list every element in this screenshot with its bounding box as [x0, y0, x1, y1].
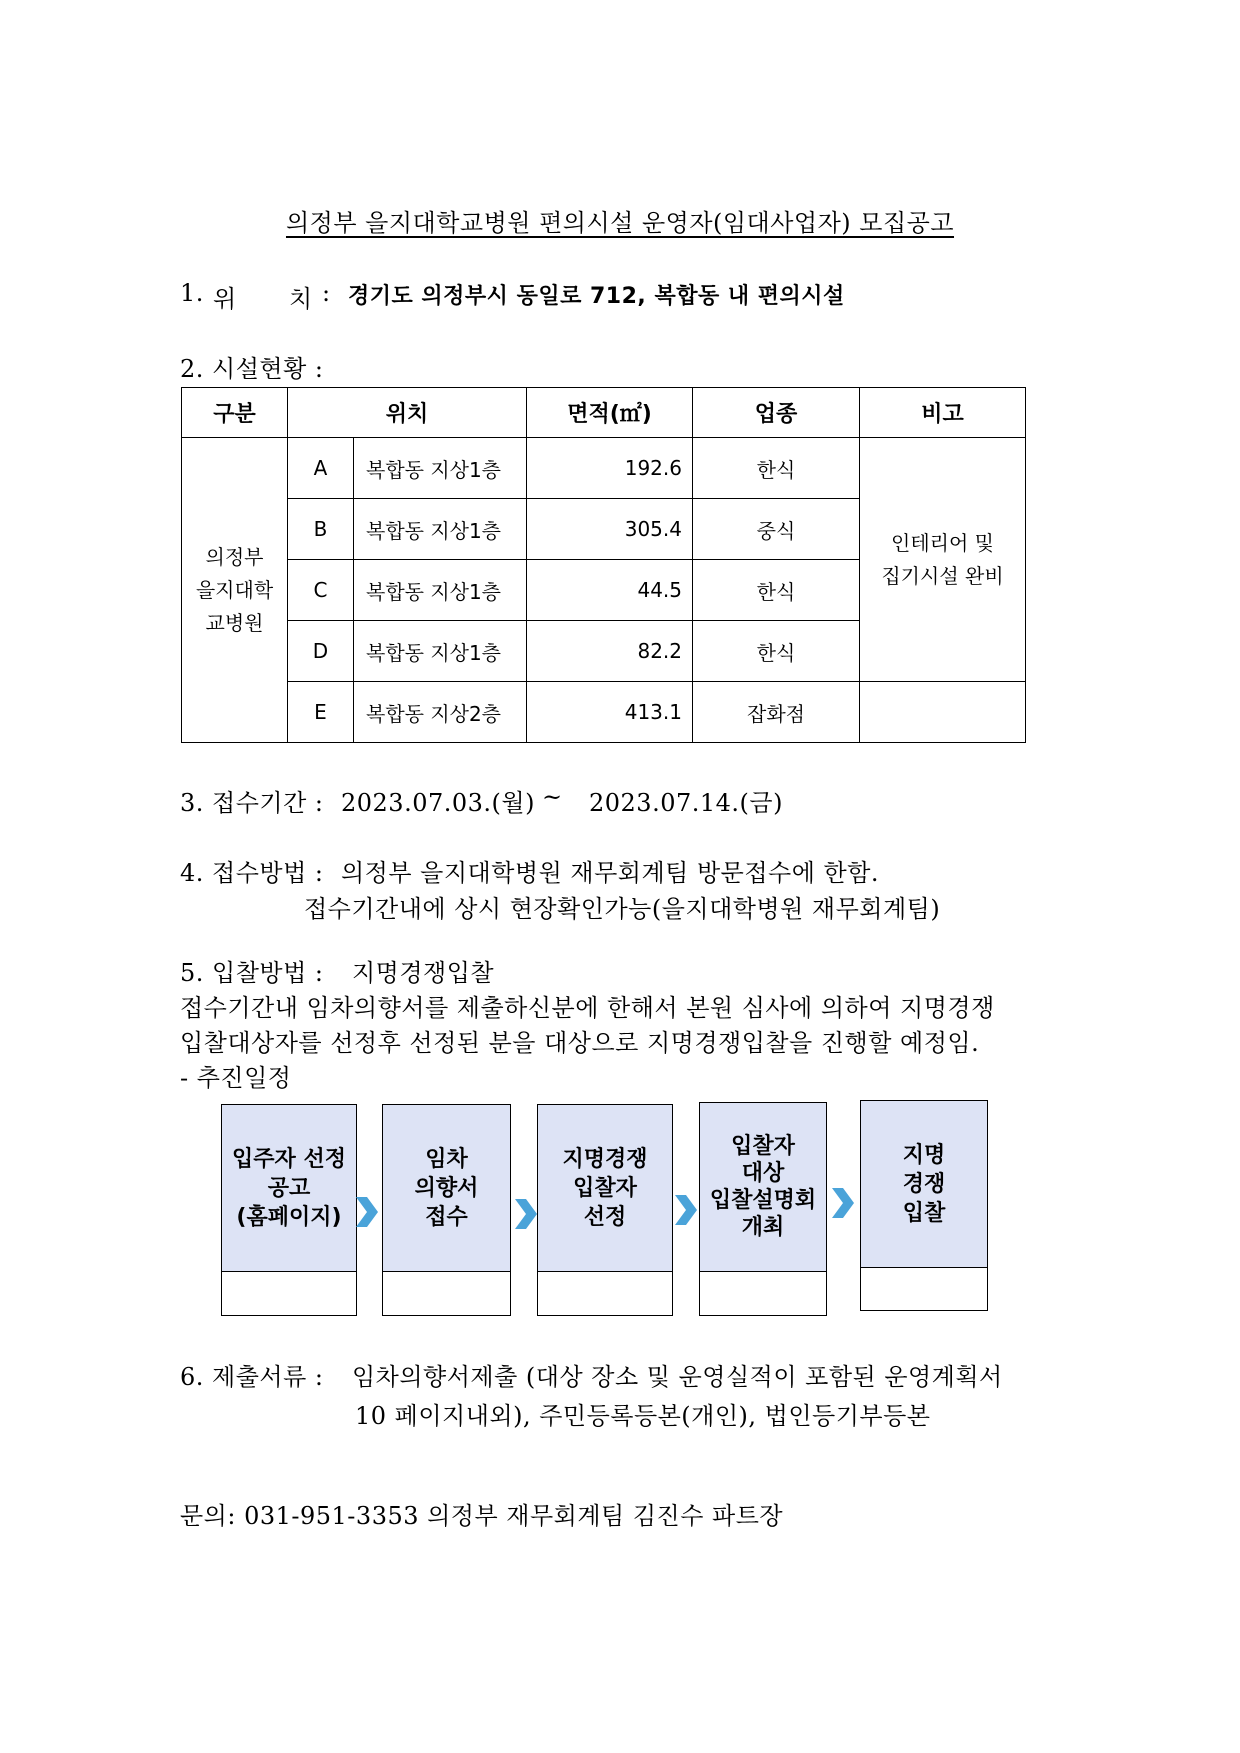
section-6-label: 6. 제출서류 :: [180, 1363, 324, 1391]
section-1-label-b: 치: [289, 285, 313, 313]
method-line-2: 접수기간내에 상시 현장확인가능(을지대학병원 재무회계팀): [304, 895, 941, 923]
unit-area: 413.1: [527, 682, 693, 743]
period-start: 2023.07.03.(월): [341, 789, 535, 817]
unit-area: 192.6: [527, 438, 693, 499]
page-title: 의정부 을지대학교병원 편의시설 운영자(임대사업자) 모집공고: [285, 209, 955, 237]
unit-type: 잡화점: [693, 682, 860, 743]
header-remarks: 비고: [860, 388, 1026, 438]
contact-info: 문의: 031-951-3353 의정부 재무회계팀 김진수 파트장: [180, 1502, 784, 1530]
step-text: 임차: [425, 1146, 468, 1172]
unit-location: 복합동 지상2층: [354, 682, 527, 743]
flow-step-1: [221, 1104, 357, 1316]
bid-desc-line-1: 접수기간내 임차의향서를 제출하신분에 한해서 본원 심사에 의하여 지명경쟁: [180, 994, 995, 1022]
unit-id: C: [288, 560, 354, 621]
location-value: 경기도 의정부시 동일로 712, 복합동 내 편의시설: [348, 284, 845, 309]
header-location: 위치: [288, 388, 527, 438]
flow-step-3: [537, 1104, 673, 1316]
unit-location: 복합동 지상1층: [354, 499, 527, 560]
unit-area: 305.4: [527, 499, 693, 560]
section-1-separator: :: [322, 279, 331, 307]
unit-type: 한식: [693, 560, 860, 621]
remarks-cell: [860, 438, 1026, 682]
unit-id: D: [288, 621, 354, 682]
chevron-right-icon: [829, 1186, 855, 1220]
header-area: 면적(㎡): [527, 388, 693, 438]
step-text: 선정: [583, 1204, 627, 1230]
method-line-1: 의정부 을지대학병원 재무회계팀 방문접수에 한함.: [341, 859, 880, 887]
period-tilde: ~: [542, 783, 563, 811]
header-category: 구분: [182, 388, 288, 438]
unit-area: 44.5: [527, 560, 693, 621]
category-cell: [182, 438, 288, 743]
step-text: 지명: [902, 1142, 946, 1168]
step-text: 지명경쟁: [562, 1146, 648, 1172]
remarks-line: 집기시설 완비: [881, 563, 1004, 588]
step-text: 입주자 선정: [232, 1146, 346, 1172]
table-row: [182, 682, 1026, 743]
section-5-label: 5. 입찰방법 :: [180, 959, 324, 987]
step-text: 공고: [267, 1175, 311, 1201]
unit-area: 82.2: [527, 621, 693, 682]
flow-step-4: [699, 1102, 827, 1316]
unit-type: 중식: [693, 499, 860, 560]
step-text: 경쟁: [902, 1171, 946, 1197]
step-text: 개최: [741, 1215, 785, 1240]
step-text: 입찰자: [731, 1134, 795, 1159]
step-text: 대상: [741, 1161, 785, 1186]
table-header-row: [182, 388, 1026, 438]
unit-location: 복합동 지상1층: [354, 621, 527, 682]
category-line: 의정부: [205, 544, 264, 569]
period-end: 2023.07.14.(금): [589, 789, 783, 817]
unit-location: 복합동 지상1층: [354, 438, 527, 499]
section-4-label: 4. 접수방법 :: [180, 859, 324, 887]
bid-desc-line-2: 입찰대상자를 선정후 선정된 분을 대상으로 지명경쟁입찰을 진행할 예정임.: [180, 1029, 980, 1057]
bid-method-value: 지명경쟁입찰: [352, 959, 495, 987]
unit-location: 복합동 지상1층: [354, 560, 527, 621]
step-text: 입찰자: [573, 1175, 637, 1201]
flow-step-2: [382, 1104, 511, 1316]
chevron-right-icon: [672, 1193, 698, 1227]
remarks-line: 인테리어 및: [891, 530, 994, 555]
category-line: 교병원: [205, 610, 264, 635]
section-1-label-a: 위: [213, 285, 237, 313]
step-text: (홈페이지): [236, 1204, 342, 1230]
unit-id: E: [288, 682, 354, 743]
chevron-right-icon: [512, 1197, 538, 1231]
chevron-right-icon: [353, 1195, 379, 1229]
section-2-label: 2. 시설현황 :: [180, 355, 324, 383]
category-line: 을지대학: [195, 577, 274, 602]
unit-id: B: [288, 499, 354, 560]
documents-line-2: 10 페이지내외), 주민등록등본(개인), 법인등기부등본: [355, 1402, 931, 1430]
step-text: 접수: [425, 1204, 468, 1230]
documents-line-1: 임차의향서제출 (대상 장소 및 운영실적이 포함된 운영계획서: [352, 1363, 1003, 1391]
section-1-number: 1.: [180, 279, 204, 307]
schedule-label: - 추진일정: [180, 1064, 292, 1092]
flow-step-5: [860, 1100, 988, 1311]
remarks-empty-cell: [860, 682, 1026, 743]
facility-table: [181, 387, 1026, 743]
table-row: [182, 438, 1026, 499]
section-3-label: 3. 접수기간 :: [180, 789, 324, 817]
step-text: 입찰설명회: [709, 1188, 817, 1213]
step-text: 입찰: [902, 1200, 946, 1226]
header-business-type: 업종: [693, 388, 860, 438]
unit-id: A: [288, 438, 354, 499]
unit-type: 한식: [693, 621, 860, 682]
unit-type: 한식: [693, 438, 860, 499]
step-text: 의향서: [414, 1175, 479, 1201]
